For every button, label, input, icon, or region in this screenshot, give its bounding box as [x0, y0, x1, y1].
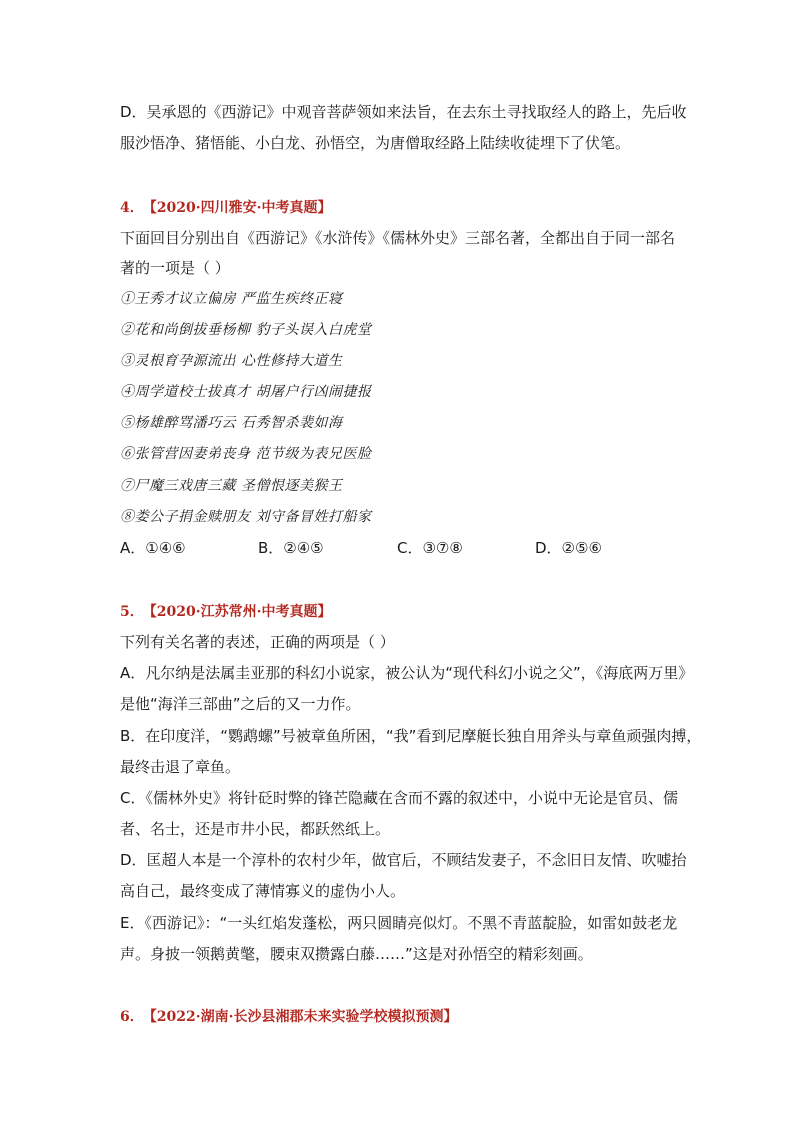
q4-choice-a: A．①④⑥ — [120, 539, 186, 557]
q5-line-10: 声。身披一领鹅黄氅，腰束双攒露白藤……”这是对孙悟空的精彩刻画。 — [120, 945, 593, 963]
q5-line-7: D．匡超人本是一个淳朴的农村少年，做官后，不顾结发妻子，不念旧日友情、吹嘘抬 — [120, 851, 687, 869]
q4-stem-line1: 下面回目分别出自《西游记》《水浒传》《儒林外史》三部名著，全都出自于同一部名 — [120, 229, 676, 247]
q4-item-6: ⑥张管营因妻弟丧身 范节级为表兄医脸 — [120, 446, 372, 462]
q6-header — [120, 1007, 457, 1027]
q5-line-3: B．在印度洋，“鹦鹉螺”号被章鱼所困，“我”看到尼摩艇长独自用斧头与章鱼顽强肉搏， — [120, 727, 702, 745]
q5-line-1: A．凡尔纳是法属圭亚那的科幻小说家，被公认为“现代科幻小说之父”，《海底两万里》 — [120, 664, 694, 682]
q4-item-8: ⑧娄公子捐金赎朋友 刘守备冒姓打船家 — [120, 509, 372, 525]
q5-line-6: 者、名士，还是市井小民，都跃然纸上。 — [120, 820, 391, 838]
q5-line-4: 最终击退了章鱼。 — [120, 758, 241, 776]
q6-source: 【2022·湖南·长沙县湘郡未来实验学校模拟预测】 — [149, 1009, 458, 1025]
q4-header — [120, 198, 331, 218]
q5-source: 【2020·江苏常州·中考真题】 — [149, 604, 332, 620]
q5-line-2: 是他“海洋三部曲”之后的又一力作。 — [120, 695, 361, 713]
q5-stem: 下列有关名著的表述，正确的两项是（ ） — [120, 633, 395, 651]
q4-choice-b: B．②④⑤ — [258, 539, 324, 557]
q4-number: 4． — [120, 200, 144, 216]
q4-item-3: ③灵根育孕源流出 心性修持大道生 — [120, 353, 343, 369]
q5-line-5: C．《儒林外史》将针砭时弊的锋芒隐藏在含而不露的叙述中，小说中无论是官员、儒 — [120, 789, 678, 807]
q4-choice-d: D．②⑤⑥ — [535, 539, 602, 557]
q5-header — [120, 602, 331, 622]
q5-line-8: 高自己，最终变成了薄情寡义的虚伪小人。 — [120, 882, 406, 900]
q3-option-d-line1: D．吴承恩的《西游记》中观音菩萨领如来法旨，在去东土寻找取经人的路上，先后收 — [120, 103, 687, 121]
q4-source: 【2020·四川雅安·中考真题】 — [149, 200, 332, 216]
q4-item-2: ②花和尚倒拔垂杨柳 豹子头误入白虎堂 — [120, 322, 372, 338]
q5-number: 5． — [120, 604, 144, 620]
q4-item-7: ⑦尸魔三戏唐三藏 圣僧恨逐美猴王 — [120, 478, 343, 494]
q4-choice-c: C．③⑦⑧ — [397, 539, 463, 557]
q4-stem-line2: 著的一项是（ ） — [120, 259, 230, 277]
q5-line-9: E．《西游记》：“一头红焰发蓬松，两只圆睛亮似灯。不黑不青蓝靛脸，如雷如鼓老龙 — [120, 914, 678, 932]
q3-option-d-line2: 服沙悟净、猪悟能、小白龙、孙悟空，为唐僧取经路上陆续收徒埋下了伏笔。 — [120, 134, 631, 152]
q4-item-1: ①王秀才议立偏房 严监生疾终正寝 — [120, 291, 343, 307]
q6-number: 6． — [120, 1009, 144, 1025]
q4-item-5: ⑤杨雄醉骂潘巧云 石秀智杀裴如海 — [120, 415, 343, 431]
q4-item-4: ④周学道校士拔真才 胡屠户行凶闹捷报 — [120, 384, 372, 400]
